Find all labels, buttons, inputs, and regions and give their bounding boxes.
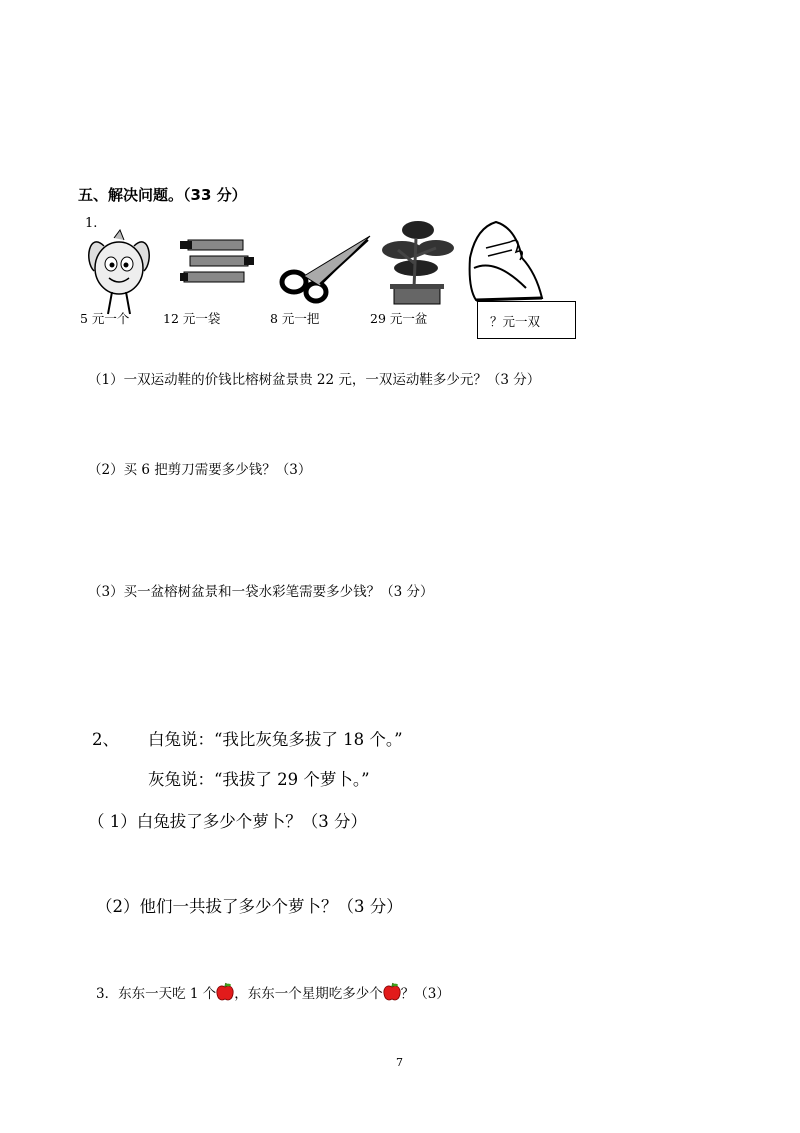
price-markers: 12 元一袋 bbox=[163, 311, 221, 326]
sneaker-price-box bbox=[477, 301, 576, 339]
sneaker-icon bbox=[466, 218, 546, 304]
question-1-1: （1）一双运动鞋的价钱比榕树盆景贵 22 元，一双运动鞋多少元？（3 分） bbox=[88, 372, 541, 388]
white-rabbit-statement: 白兔说：“我比灰兔多拔了 18 个。” bbox=[148, 730, 403, 749]
scissors-icon bbox=[280, 234, 372, 304]
question-1-2: （2）买 6 把剪刀需要多少钱？（3） bbox=[88, 462, 312, 478]
price-sneaker: ？元一双 bbox=[490, 314, 541, 329]
problem-1-number: 1. bbox=[85, 216, 98, 231]
price-rabbit-toy: 5 元一个 bbox=[80, 311, 130, 326]
page-number: 7 bbox=[396, 1056, 403, 1069]
section-title: 五、解决问题。（33 分） bbox=[78, 186, 247, 204]
gray-rabbit-statement: 灰兔说：“我拔了 29 个萝卜。” bbox=[148, 770, 370, 789]
problem-3-part3: ？（3） bbox=[400, 986, 450, 1002]
problem-3-text bbox=[96, 982, 450, 1002]
markers-icon bbox=[180, 234, 255, 289]
bonsai-tree-icon bbox=[378, 218, 460, 308]
problem-2-number: 2、 bbox=[92, 730, 119, 749]
question-2-1: （ 1）白兔拔了多少个萝卜？（3 分） bbox=[88, 812, 367, 831]
problem-3-part1: 3．东东一天吃 1 个 bbox=[96, 986, 217, 1002]
rabbit-toy-icon bbox=[84, 226, 154, 321]
apple-icon bbox=[383, 982, 401, 1002]
price-scissors: 8 元一把 bbox=[270, 311, 320, 326]
question-1-3: （3）买一盆榕树盆景和一袋水彩笔需要多少钱？（3 分） bbox=[88, 584, 434, 600]
problem-3-part2: ，东东一个星期吃多少个 bbox=[234, 986, 383, 1002]
apple-icon bbox=[216, 982, 234, 1002]
price-bonsai: 29 元一盆 bbox=[370, 311, 428, 326]
question-2-2: （2）他们一共拔了多少个萝卜？（3 分） bbox=[96, 897, 403, 916]
